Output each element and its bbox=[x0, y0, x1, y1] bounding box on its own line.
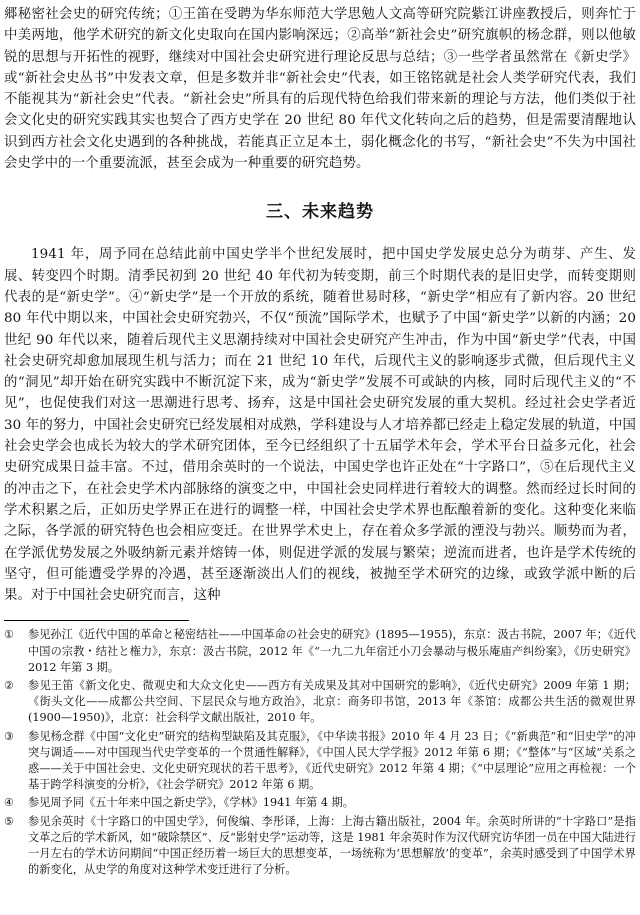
body-paragraph-continued: 郷秘密社会史的研究传统；①王笛在受聘为华东师范大学思勉人文高等研究院紫江讲座教授后，则奔忙于中美两地，他学术研究的新文化史取向在国内影响深远；②高举“新社会史”研究旗帜的杨念群，则以他敏锐的思想与开拓性的视野，继续对中国社会史研究进行理论反思与总结；③一些学者虽然常在《新史学》或“新社会史丛书”中发表文章，但是多数并非“新社会史”代表，如王铭铭就是社会人类学研究代表，我们不能视其为“新社会史”代表。“新社会史”所具有的后现代特色给我们带来新的理论与方法，他们类似于社会文化史的研究实践其实也契合了西方史学在 20 世纪 80 年代文化转向之后的趋势，但是需要清醒地认识到西方社会文化史遇到的各种挑战，若能真正立足本土，弱化概念化的书写，“新社会史”不失为中国社会史学中的一个重要流派，甚至会成为一种重要的研究趋势。 bbox=[4, 7, 636, 172]
footnote-number: ⑤ bbox=[4, 814, 15, 828]
footnote-item bbox=[4, 729, 636, 794]
footnote-number: ② bbox=[4, 679, 15, 693]
footnote-text: 参见余英时《十字路口的中国史学》，何俊编、李彤译，上海：上海古籍出版社，2004 年。余英时所讲的“十字路口”是指文革之后的学术新风，如“破除禁区”、反“影射史学”运动等，这是 1981 年余英时作为汉代研究访华团一员在中国大陆进行一月左右的学术访问期间“中国正经历着一场巨大的思想变革，一场统称为‘思想解放’的变革”，余英时感受到了中国学术界的新变化，从史学的角度对这种学术变迁进行了分析。 bbox=[28, 814, 636, 877]
footnote-number: ③ bbox=[4, 729, 15, 743]
footnote-item bbox=[4, 814, 636, 879]
footnote-item bbox=[4, 627, 636, 676]
section-heading: 三、未来趋势 bbox=[266, 202, 374, 223]
footnote-text: 参见王笛《新文化史、微观史和大众文化史——西方有关成果及其对中国研究的影响》，《近代史研究》2009 年第 1 期；《街头文化——成都公共空间、下层民众与地方政治》，北京：商务印书馆，2013 年《茶馆：成都公共生活的微观世界 (1900—1950)》，北京：社会科学文献出版社，2010 年。 bbox=[28, 679, 636, 725]
body-paragraph: 1941 年，周予同在总结此前中国史学半个世纪发展时，把中国史学发展史总分为萌芽、产生、发展、转变四个时期。清季民初到 20 世纪 40 年代初为转变期，前三个时期代表的是旧史学，而转变期则代表的是“新史学”。④“新史学”是一个开放的系统，随着世易时移，“新史学”相应有了新内容。20 世纪 80 年代中期以来，中国社会史研究勃兴，不仅“预流”国际学术，也赋予了中国“新史学”以新的内涵；20 世纪 90 年代以来，随着后现代主义思潮持续对中国社会史研究产生冲击，作为中国“新史学”代表，中国社会史研究却愈加展现生机与活力；而在 21 世纪 10 年代，后现代主义的影响逐步式微，但后现代主义的“洞见”却开始在研究实践中不断沉淀下来，成为“新史学”发展不可或缺的内核，同时后现代主义的“不见”，也促使我们对这一思潮进行思考、扬弃，这是中国社会史研究发展的重大契机。经过社会史学者近 30 年的努力，中国社会史研究已经发展相对成熟，学科建设与人才培养都已经走上稳定发展的轨道，中国社会史学会也成长为较大的学术研究团体，至今已经组织了十五届学术年会，学术平台日益多元化，社会史研究成果日益丰富。不过，借用余英时的一个说法，中国史学也许正处在“十字路口”，⑤在后现代主义的冲击之下，在社会史学术内部脉络的演变之中，中国社会史同样进行着较大的调整。然而经过长时间的学术积累之后，正如历史学界正在进行的调整一样，中国社会史学术界也酝酿着新的变化。这种变化来临之际，各学派的研究特色也会相应变迁。在世界学术史上，存在着众多学派的湮没与勃兴。顺势而为者，在学派优势发展之外吸纳新元素并熔铸一体，则促进学派的发展与繁荣；逆流而进者，也许是学术传统的坚守，但可能遭受学界的冷遇，甚至逐渐淡出人们的视线，被抛至学术研究的边缘，或致学派中断的后果。对于中国社会史研究而言，这种 bbox=[4, 247, 636, 604]
footnote-item bbox=[4, 795, 636, 811]
footnote-number: ① bbox=[4, 628, 15, 642]
footnotes bbox=[4, 627, 636, 878]
footnote-item bbox=[4, 678, 636, 727]
footnote-divider bbox=[4, 620, 189, 621]
footnote-text: 参见周予同《五十年来中国之新史学》，《学林》1941 年第 4 期。 bbox=[28, 796, 354, 810]
footnote-text: 参见杨念群《中国“文化史”研究的结构型缺陷及其克服》，《中华读书报》2010 年 4 月 23 日；《“新典范”和“旧史学”的冲突与调适——对中国现当代史学变革的一个贯通性解释》，《中国人民大学学报》2012 年第 6 期；《“整体”与“区域”关系之惑——关于中国社会史、文化史研究现状的若干思考》，《近代史研究》2012 年第 4 期；《“中层理论”应用之再检视：一个基于跨学科演变的分析》，《社会学研究》2012 年第 6 期。 bbox=[28, 729, 636, 792]
footnote-text: 参见孙江《近代中国的革命と秘密结社——中国革命の社会史的研究》(1895—1955)，东京：汲古书院，2007 年；《近代中国の宗教・结社と権力》，东京：汲古书院，2012 年《“一九二九年宿迁小刀会暴动与极乐庵庙产纠纷案》，《历史研究》2012 年第 3 期。 bbox=[28, 628, 636, 674]
footnote-number: ④ bbox=[4, 796, 15, 810]
